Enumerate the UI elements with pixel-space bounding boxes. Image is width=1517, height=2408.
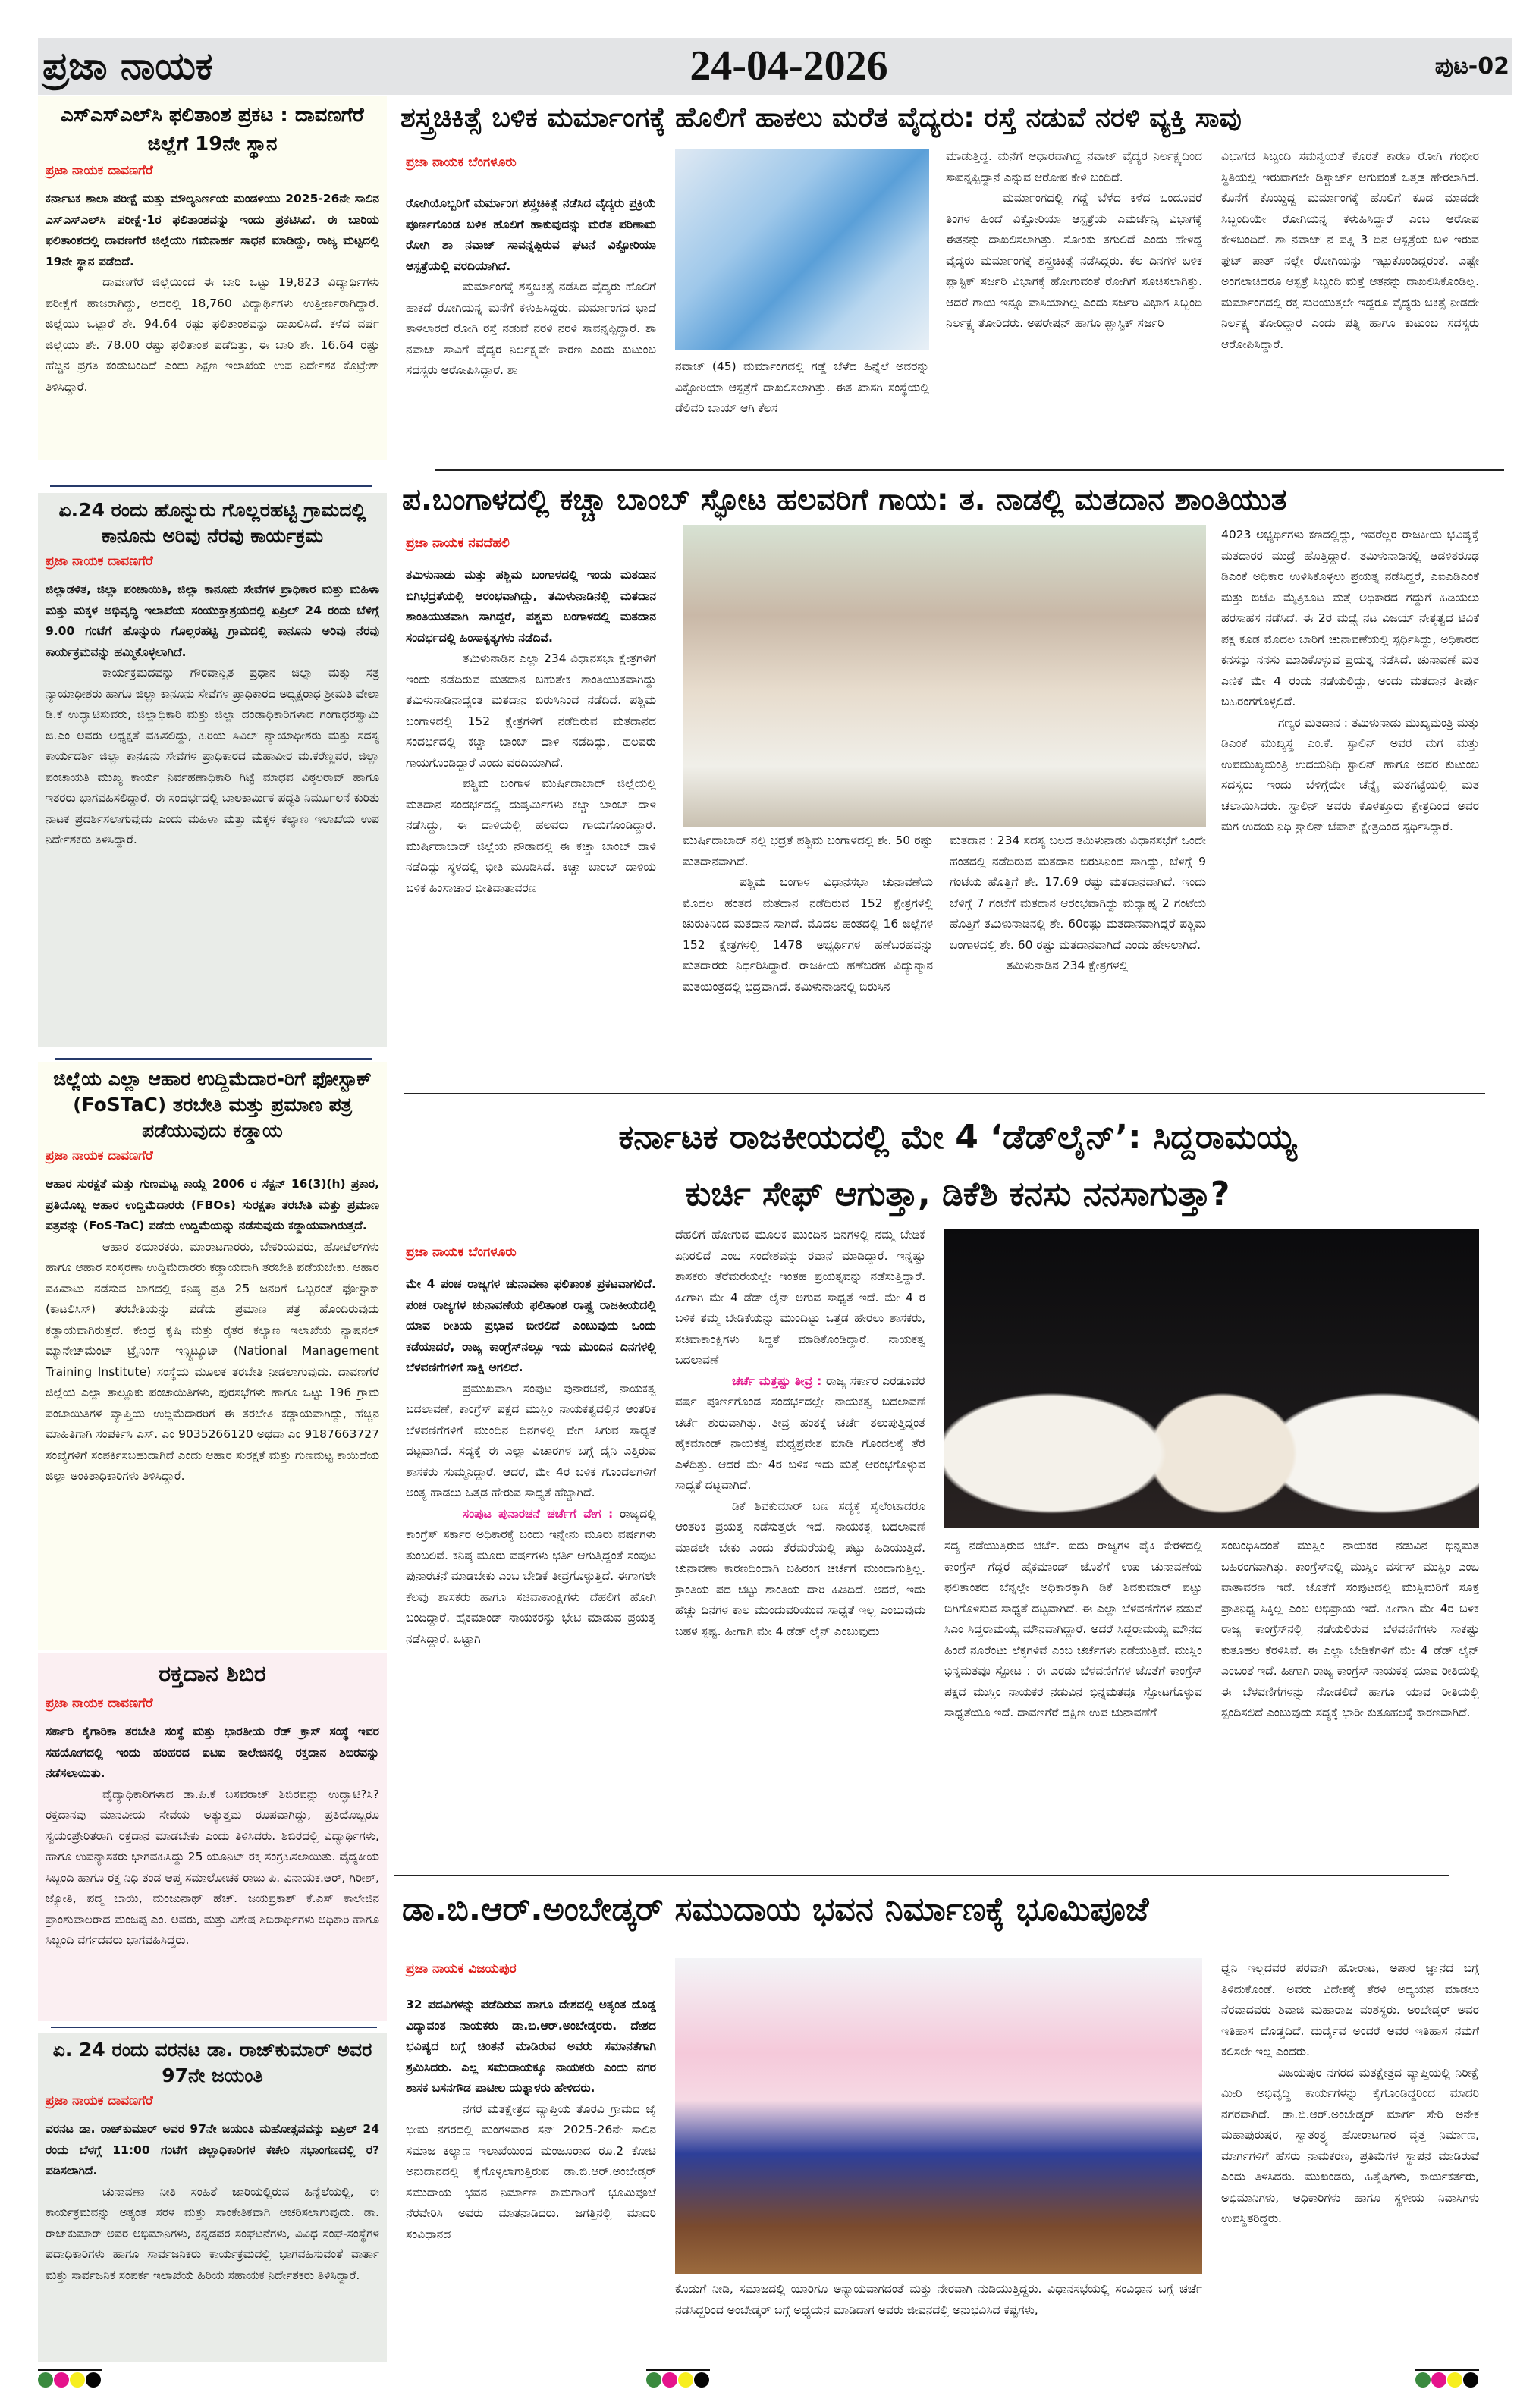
article-column	[1221, 146, 1479, 457]
headline: ಶಸ್ತ್ರಚಿಕಿತ್ಸೆ ಬಳಿಕ ಮರ್ಮಾಂಗಕ್ಕೆ ಹೊಲಿಗೆ ಹಾಕಲು ಮರೆತ ವೈದ್ಯರು: ರಸ್ತೆ ನಡುವೆ ನರಳಿ ವ್ಯಕ್ತಿ ಸಾವು	[400, 102, 1242, 133]
registration-mark-right	[1415, 2372, 1479, 2388]
black-dot	[694, 2372, 709, 2388]
headline-line-2: ಕುರ್ಚಿ ಸೇಫ್ ಆಗುತ್ತಾ, ಡಿಕೆಶಿ ಕನಸು ನನಸಾಗುತ್ತಾ?	[685, 1175, 1230, 1213]
bhoomi-pooja-event-photo	[675, 1958, 1202, 2274]
sidebar-article-rajkumar-jayanti	[38, 2033, 387, 2362]
article-body	[46, 1174, 379, 1487]
article-column	[675, 1225, 925, 1942]
green-dot	[38, 2372, 53, 2388]
headline: ಏ.24 ರಂದು ಹೊನ್ನುರು ಗೊಲ್ಲರಹಟ್ಟಿ ಗ್ರಾಮದಲ್ಲಿ ಕಾನೂನು ಅರಿವು ನೆರವು ಕಾರ್ಯಕ್ರಮ	[58, 499, 366, 547]
headline-line-1: ಕರ್ನಾಟಕ ರಾಜಕೀಯದಲ್ಲಿ ಮೇ 4 ‘ಡೆಡ್‌ಲೈನ್’: ಸಿದ್ದರಾಮಯ್ಯ	[618, 1118, 1297, 1157]
registration-bar	[38, 2369, 102, 2371]
paragraph-text: ರಾಜ್ಯದಲ್ಲಿ ಕಾಂಗ್ರೆಸ್ ಸರ್ಕಾರ ಅಧಿಕಾರಕ್ಕೆ ಬಂದು ಇನ್ನೇನು ಮೂರು ವರ್ಷಗಳು ತುಂಬಲಿವೆ. ಕನಿಷ್ಠ ಮೂರು ವರ್ಷಗಳು ಭರ್ತಿ ಆಗುತ್ತಿದ್ದಂತೆ ಸಂಪುಟ ಪುನಾರಚನೆ ಮಾಡಬೇಕು ಎಂಬ ಬೇಡಿಕೆ ತೀವ್ರಗೊಳ್ಳುತ್ತಿದೆ. ಈಗಾಗಲೇ ಕೆಲವು ಶಾಸಕರು ಹಾಗೂ ಸಚಿವಾಕಾಂಕ್ಷಿಗಳು ದೆಹಲಿಗೆ ಹೋಗಿ ಬಂದಿದ್ದಾರೆ. ಹೈಕಮಾಂಡ್ ನಾಯಕರನ್ನು ಭೇಟಿ ಮಾಡುವ ಪ್ರಯತ್ನ ನಡೆಸಿದ್ದಾರೆ. ಒಟ್ಟಾಗಿ	[406, 1506, 656, 1646]
headline: ಡಾ.ಬಿ.ಆರ್.ಅಂಬೇಡ್ಕರ್ ಸಮುದಾಯ ಭವನ ನಿರ್ಮಾಣಕ್ಕೆ ಭೂಮಿಪೂಜೆ	[402, 1891, 1149, 1929]
subhead: ಸಂಪುಟ ಪುನಾರಚನೆ ಚರ್ಚೆಗೆ ವೇಗ :	[463, 1506, 614, 1521]
newspaper-title: ಪ್ರಜಾ ನಾಯಕ	[42, 44, 213, 88]
article-body	[46, 579, 379, 851]
body-paragraph: ಚುನಾವಣಾ ನೀತಿ ಸಂಹಿತೆ ಜಾರಿಯಲ್ಲಿರುವ ಹಿನ್ನೆಲೆಯಲ್ಲಿ, ಈ ಕಾರ್ಯಕ್ರಮವನ್ನು ಅತ್ಯಂತ ಸರಳ ಮತ್ತು ಸಾಂಕೇತಿಕವಾಗಿ ಆಚರಿಸಲಾಗುವುದು. ಡಾ. ರಾಜ್‌ಕುಮಾರ್ ಅವರ ಅಭಿಮಾನಿಗಳು, ಕನ್ನಡಪರ ಸಂಘಟನೆಗಳು, ವಿವಿಧ ಸಂಘ-ಸಂಸ್ಥೆಗಳ ಪದಾಧಿಕಾರಿಗಳು ಹಾಗೂ ಸಾರ್ವಜನಿಕರು ಕಾರ್ಯಕ್ರಮದಲ್ಲಿ ಭಾಗವಹಿಸುವಂತೆ ವಾರ್ತಾ ಮತ್ತು ಸಾರ್ವಜನಿಕ ಸಂಪರ್ಕ ಇಲಾಖೆಯ ಹಿರಿಯ ಸಹಾಯಕ ನಿರ್ದೇಶಕರು ತಿಳಿಸಿದ್ದಾರೆ.	[46, 2184, 379, 2282]
paragraph: ಮೇ 4 ಪಂಚ ರಾಜ್ಯಗಳ ಚುನಾವಣಾ ಫಲಿತಾಂಶ ಪ್ರಕಟವಾಗಲಿದೆ. ಪಂಚ ರಾಜ್ಯಗಳ ಚುನಾವಣೆಯ ಫಲಿತಾಂಶ ರಾಷ್ಟ್ರ ರಾಜಕೀಯದಲ್ಲಿ ಯಾವ ರೀತಿಯ ಪ್ರಭಾವ ಬೀರಲಿದೆ ಎಂಬುವುದು ಒಂದು ಕಡೆಯಾದರೆ, ರಾಜ್ಯ ಕಾಂಗ್ರೆಸ್‌ನಲ್ಲೂ ಇದು ಮುಂದಿನ ದಿನಗಳಲ್ಲಿ ಬೆಳವಣಿಗೆಗಳಿಗೆ ಸಾಕ್ಷಿ ಅಗಲಿದೆ.	[406, 1277, 656, 1374]
paragraph: ಡಿಕೆ ಶಿವಕುಮಾರ್ ಬಣ ಸದ್ಯಕ್ಕೆ ಸೈಲೆಂಟಾದರೂ ಆಂತರಿಕ ಪ್ರಯತ್ನ ನಡೆಸುತ್ತಲೇ ಇದೆ. ನಾಯಕತ್ವ ಬದಲಾವಣೆ ಮಾಡಲೇ ಬೇಕು ಎಂದು ತೆರೆಮರೆಯಲ್ಲಿ ಪಟ್ಟು ಹಿಡಿಯುತ್ತಿದೆ. ಚುನಾವಣಾ ಕಾರಣದಿಂದಾಗಿ ಬಹಿರಂಗ ಚರ್ಚೆಗೆ ಮುಂದಾಗುತ್ತಿಲ್ಲ. ಕ್ರಾಂತಿಯ ಪದ ಚಟ್ಟು ಶಾಂತಿಯ ದಾರಿ ಹಿಡಿದಿದೆ. ಅದರೆ, ಇದು ಹೆಚ್ಚು ದಿನಗಳ ಕಾಲ ಮುಂದುವರಿಯುವ ಸಾಧ್ಯತೆ ಇಲ್ಲ ಎಂಬುವುದು ಬಹಳ ಸ್ಪಷ್ಟ. ಹೀಗಾಗಿ ಮೇ 4 ಡೆಡ್ ಲೈನ್ ಎಂಬುವುದು	[675, 1499, 925, 1638]
paragraph-text: ರಾಜ್ಯ ಸರ್ಕಾರ ಎರಡೂವರೆ ವರ್ಷ ಪೂರ್ಣಗೊಂಡ ಸಂದರ್ಭದಲ್ಲೇ ನಾಯಕತ್ವ ಬದಲಾವಣೆ ಚರ್ಚೆ ಶುರುವಾಗಿತ್ತು. ತೀವ್ರ ಹಂತಕ್ಕೆ ಚರ್ಚೆ ತಲುಪುತ್ತಿದ್ದಂತೆ ಹೈಕಮಾಂಡ್ ನಾಯಕತ್ವ ಮಧ್ಯಪ್ರವೇಶ ಮಾಡಿ ಗೊಂದಲಕ್ಕೆ ತೆರೆ ಎಳೆದಿತ್ತು. ಆದರೆ ಮೇ 4ರ ಬಳಿಕ ಇದು ಮತ್ತೆ ಆರಂಭಗೊಳ್ಳುವ ಸಾಧ್ಯತೆ ದಟ್ಟವಾಗಿದೆ.	[675, 1374, 925, 1492]
article-column	[406, 565, 656, 1119]
magenta-dot	[662, 2372, 677, 2388]
article-column	[683, 830, 933, 1088]
paragraph: ತಮಿಳುನಾಡಿನ ಎಲ್ಲಾ 234 ವಿಧಾನಸಭಾ ಕ್ಷೇತ್ರಗಳಿಗೆ ಇಂದು ನಡೆದಿರುವ ಮತದಾನ ಬಹುತೇಕ ಶಾಂತಿಯುತವಾಗಿದ್ದು ತಮಿಳುನಾಡಿನಾದ್ಯಂತ ಮತದಾನ ಬಿರುಸಿನಿಂದ ನಡೆದಿದೆ. ಪಶ್ಚಿಮ ಬಂಗಾಳದಲ್ಲಿ 152 ಕ್ಷೇತ್ರಗಳಿಗೆ ನಡೆದಿರುವ ಮತದಾನದ ಸಂದರ್ಭದಲ್ಲಿ ಕಚ್ಚಾ ಬಾಂಬ್ ದಾಳಿ ನಡೆದಿದ್ದು, ಹಲವರು ಗಾಯಗೊಂಡಿದ್ದಾರೆ ಎಂದು ವರದಿಯಾಗಿದೆ.	[406, 651, 656, 770]
black-dot	[1463, 2372, 1478, 2388]
voters-queue-photo	[683, 525, 1206, 827]
article-column	[406, 1274, 656, 1942]
paragraph: ನಗರ ಮತಕ್ಷೇತ್ರದ ವ್ಯಾಪ್ತಿಯ ತೊರವಿ ಗ್ರಾಮದ ಜೈ ಭೀಮ ನಗರದಲ್ಲಿ ಮಂಗಳವಾರ ಸನ್ 2025-26ನೇ ಸಾಲಿನ ಸಮಾಜ ಕಲ್ಯಾಣ ಇಲಾಖೆಯಿಂದ ಮಂಜೂರಾದ ರೂ.2 ಕೋಟಿ ಅನುದಾನದಲ್ಲಿ ಕೈಗೊಳ್ಳಲಾಗುತ್ತಿರುವ ಡಾ.ಬಿ.ಆರ್.ಅಂಬೇಡ್ಕರ್ ಸಮುದಾಯ ಭವನ ನಿರ್ಮಾಣ ಕಾಮಗಾರಿಗೆ ಭೂಮಿಪೂಜೆ ನೆರವೇರಿಸಿ ಅವರು ಮಾತನಾಡಿದರು. ಜಗತ್ತಿನಲ್ಲಿ ಮಾದರಿ ಸಂವಿಧಾನದ	[406, 2102, 656, 2241]
byline: ಪ್ರಜಾ ನಾಯಕ ದಾವಣಗೆರೆ	[46, 554, 153, 569]
article-column	[675, 356, 929, 455]
paragraph: ಪ್ರಮುಖವಾಗಿ ಸಂಪುಟ ಪುನಾರಚನೆ, ನಾಯಕತ್ವ ಬದಲಾವಣೆ, ಕಾಂಗ್ರೆಸ್ ಪಕ್ಷದ ಮುಸ್ಲಿಂ ನಾಯಕತ್ವದಲ್ಲಿನ ಆಂತರಿಕ ಬೆಳವಣಿಗೆಗಳಿಗೆ ಮುಂದಿನ ದಿನಗಳಲ್ಲಿ ವೇಗ ಸಿಗುವ ಸಾಧ್ಯತೆ ದಟ್ಟವಾಗಿದೆ. ಸದ್ಯಕ್ಕೆ ಈ ಎಲ್ಲಾ ವಿಚಾರಗಳ ಬಗ್ಗೆ ದೈನಿ ಎತ್ತಿರುವ ಶಾಸಕರು ಸುಮ್ಮನಿದ್ದಾರೆ. ಆದರೆ, ಮೇ 4ರ ಬಳಿಕ ಗೊಂದಲಗಳಿಗೆ ಅಂತ್ಯ ಹಾಡಲು ಒತ್ತಡ ಹೇರುವ ಸಾಧ್ಯತೆ ಹೆಚ್ಚಾಗಿದೆ.	[406, 1381, 656, 1499]
paragraph: ನವಾಜ್ (45) ಮರ್ಮಾಂಗದಲ್ಲಿ ಗಡ್ಡೆ ಬೆಳೆದ ಹಿನ್ನೆಲೆ ಅವರನ್ನು ವಿಕ್ಟೋರಿಯಾ ಆಸ್ಪತ್ರೆಗೆ ದಾಖಲಿಸಲಾಗಿತ್ತು. ಈತ ಖಾಸಗಿ ಸಂಸ್ಥೆಯಲ್ಲಿ ಡೆಲಿವರಿ ಬಾಯ್ ಆಗಿ ಕೆಲಸ	[675, 359, 929, 415]
registration-mark-center	[646, 2372, 710, 2388]
paragraph: ಧ್ವನಿ ಇಲ್ಲದವರ ಪರವಾಗಿ ಹೋರಾಟ, ಅಪಾರ ಜ್ಞಾನದ ಬಗ್ಗೆ ತಿಳಿದುಕೊಂಡೆ. ಅವರು ವಿದೇಶಕ್ಕೆ ತೆರಳಿ ಅಧ್ಯಯನ ಮಾಡಲು ನೆರವಾದವರು ಶಿವಾಜಿ ಮಹಾರಾಜ ವಂಶಸ್ಥರು. ಅಂಬೇಡ್ಕರ್ ಅವರ ಇತಿಹಾಸ ದೊಡ್ಡದಿದೆ. ದುರ್ದೈವ ಅಂದರೆ ಅವರ ಇತಿಹಾಸ ನಮಗೆ ಕಲಿಸಲೇ ಇಲ್ಲ ಎಂದರು.	[1221, 1961, 1479, 2058]
paragraph	[675, 1371, 925, 1496]
byline: ಪ್ರಜಾ ನಾಯಕ ನವದೆಹಲಿ	[406, 535, 510, 551]
byline: ಪ್ರಜಾ ನಾಯಕ ದಾವಣಗೆರೆ	[46, 163, 153, 178]
paragraph	[406, 1504, 656, 1650]
headline: ರಕ್ತದಾನ ಶಿಬಿರ	[159, 1661, 266, 1687]
paragraph: ತಮಿಳುನಾಡಿನ 234 ಕ್ಷೇತ್ರಗಳಲ್ಲಿ	[1007, 959, 1129, 972]
paragraph: ಸಂಬಂಧಿಸಿದಂತೆ ಮುಸ್ಲಿಂ ನಾಯಕರ ನಡುವಿನ ಭಿನ್ನಮತ ಬಹಿರಂಗವಾಗಿತ್ತು. ಕಾಂಗ್ರೆಸ್‌ನಲ್ಲಿ ಮುಸ್ಲಿಂ ವರ್ಸಸ್ ಮುಸ್ಲಿಂ ಎಂಬ ವಾತಾವರಣ ಇದೆ. ಜೊತೆಗೆ ಸಂಪುಟದಲ್ಲಿ ಮುಸ್ಲಿಮರಿಗೆ ಸೂಕ್ತ ಪ್ರಾತಿನಿಧ್ಯ ಸಿಕ್ಕಿಲ್ಲ ಎಂಬ ಅಭಿಪ್ರಾಯ ಇದೆ. ಹೀಗಾಗಿ ಮೇ 4ರ ಬಳಿಕ ರಾಜ್ಯ ಕಾಂಗ್ರೆಸ್‌ನಲ್ಲಿ ನಡೆಯಲಿರುವ ಬೆಳವಣಿಗೆಗಳು ಸಾಕಷ್ಟು ಕುತೂಹಲ ಕೆರಳಿಸಿವೆ. ಈ ಎಲ್ಲಾ ಬೇಡಿಕೆಗಳಿಗೆ ಮೇ 4 ಡೆಡ್ ಲೈನ್ ಎಂಬಂತೆ ಇದೆ. ಹೀಗಾಗಿ ರಾಜ್ಯ ಕಾಂಗ್ರೆಸ್ ನಾಯಕತ್ವ ಯಾವ ರೀತಿಯಲ್ಲಿ ಈ ಬೆಳವಣಿಗೆಗಳನ್ನು ನೋಡಲಿದೆ ಹಾಗೂ ಯಾವ ರೀತಿಯಲ್ಲಿ ಸ್ಪಂದಿಸಲಿದೆ ಎಂಬುವುದು ಸದ್ಯಕ್ಕೆ ಭಾರೀ ಕುತೂಹಲಕ್ಕೆ ಕಾರಣವಾಗಿದೆ.	[1221, 1539, 1479, 1719]
byline: ಪ್ರಜಾ ನಾಯಕ ವಿಜಯಪುರ	[406, 1961, 517, 1976]
paragraph: ಪಶ್ಚಿಮ ಬಂಗಾಳ ಮುರ್ಷಿದಾಬಾದ್ ಜಿಲ್ಲೆಯಲ್ಲಿ ಮತದಾನ ಸಂದರ್ಭದಲ್ಲಿ ದುಷ್ಕರ್ಮಿಗಳು ಕಚ್ಚಾ ಬಾಂಬ್ ದಾಳಿ ನಡೆಸಿದ್ದು, ಈ ದಾಳಿಯಲ್ಲಿ ಹಲವರು ಗಾಯಗೊಂಡಿದ್ದಾರೆ. ಮುರ್ಷಿದಾಬಾದ್ ಜಿಲ್ಲೆಯ ನೌಡಾದಲ್ಲಿ ಈ ಕಚ್ಚಾ ಬಾಂಬ್ ದಾಳಿ ನಡೆದಿದ್ದು ಸ್ಥಳದಲ್ಲಿ ಭೀತಿ ಮೂಡಿಸಿದೆ. ಕಚ್ಚಾ ಬಾಂಬ್ ದಾಳಿಯ ಬಳಿಕ ಹಿಂಸಾಚಾರ ಭೀತಿವಾತಾವರಣ	[406, 777, 656, 895]
registration-bar	[646, 2369, 710, 2371]
article-body	[46, 2119, 379, 2286]
byline: ಪ್ರಜಾ ನಾಯಕ ಬೆಂಗಳೂರು	[406, 155, 517, 170]
headline: ಜಿಲ್ಲೆಯ ಎಲ್ಲಾ ಆಹಾರ ಉದ್ದಿಮೆದಾರ-ರಿಗೆ ಫೋಸ್ಟಾಕ್ (FoSTaC) ತರಬೇತಿ ಮತ್ತು ಪ್ರಮಾಣ ಪತ್ರ ಪಡೆಯುವುದು ಕಡ್ಡಾಯ	[53, 1068, 372, 1141]
paragraph: ಮತದಾನ : 234 ಸದಸ್ಯ ಬಲದ ತಮಿಳುನಾಡು ವಿಧಾನಸಭೆಗೆ ಒಂದೇ ಹಂತದಲ್ಲಿ ನಡೆದಿರುವ ಮತದಾನ ಬಿರುಸಿನಿಂದ ಸಾಗಿದ್ದು, ಬೆಳಿಗ್ಗೆ 9 ಗಂಟೆಯ ಹೊತ್ತಿಗೆ ಶೇ. 17.69 ರಷ್ಟು ಮತದಾನವಾಗಿದೆ. ಇಂದು ಬೆಳಿಗ್ಗೆ 7 ಗಂಟೆಗೆ ಮತದಾನ ಆರಂಭವಾಗಿದ್ದು ಮಧ್ಯಾಹ್ನ 2 ಗಂಟೆಯ ಹೊತ್ತಿಗೆ ತಮಿಳುನಾಡಿನಲ್ಲಿ ಶೇ. 60ರಷ್ಟು ಮತದಾನವಾಗಿದ್ದರೆ ಪಶ್ಚಿಮ ಬಂಗಾಳದಲ್ಲಿ ಶೇ. 60 ರಷ್ಟು ಮತದಾನವಾಗಿದೆ ಎಂದು ಹೇಳಲಾಗಿದೆ.	[950, 834, 1206, 952]
article-column	[406, 1995, 656, 2359]
byline: ಪ್ರಜಾ ನಾಯಕ ದಾವಣಗೆರೆ	[46, 1696, 153, 1711]
article-column	[950, 830, 1206, 1088]
paragraph: ಮರ್ಮಾಂಗದಲ್ಲಿ ಗಡ್ಡೆ ಬೆಳೆದ ಕಳೆದ ಒಂದೂವರೆ ತಿಂಗಳ ಹಿಂದೆ ವಿಕ್ಟೋರಿಯಾ ಆಸ್ಪತ್ರೆಯ ಎಮರ್ಜೆನ್ಸಿ ವಿಭಾಗಕ್ಕೆ ಈತನನ್ನು ದಾಖಲಿಸಲಾಗಿತ್ತು. ಸೋಂಕು ತಗುಲಿದೆ ಎಂದು ಹೇಳಿದ್ದ ವೈದ್ಯರು ಮರ್ಮಾಂಗಕ್ಕೆ ಶಸ್ತ್ರಚಿಕಿತ್ಸೆ ನಡೆಸಿದ್ದರು. ಕೆಲ ದಿನಗಳ ಬಳಿಕ ಪ್ಲಾಸ್ಟಿಕ್ ಸರ್ಜರಿ ವಿಭಾಗಕ್ಕೆ ಹೋಗುವಂತೆ ರೋಗಿಗೆ ಸೂಚಿಸಲಾಗಿತ್ತು. ಆದರೆ ಗಾಯ ಇನ್ನೂ ವಾಸಿಯಾಗಿಲ್ಲ ಎಂದು ಸರ್ಜರಿ ವಿಭಾಗ ಸಿಬ್ಬಂದಿ ನಿರ್ಲಕ್ಷ್ಯ ತೋರಿದರು. ಅಪರೇಷನ್ ಹಾಗೂ ಪ್ಲಾಸ್ಟಿಕ್ ಸರ್ಜರಿ	[946, 191, 1202, 330]
article-column	[1221, 1958, 1479, 2360]
registration-mark-left	[38, 2372, 102, 2388]
headline: ಏ. 24 ರಂದು ವರನಟ ಡಾ. ರಾಜ್‌ಕುಮಾರ್ ಅವರ 97ನೇ ಜಯಂತಿ	[52, 2039, 372, 2086]
body-paragraph: ವೈದ್ಯಾಧಿಕಾರಿಗಳಾದ ಡಾ.ಪಿ.ಕೆ ಬಸವರಾಜ್ ಶಿಬಿರವನ್ನು ಉದ್ಘಾಟಿ?ಸಿ? ರಕ್ತದಾನವು ಮಾನವೀಯ ಸೇವೆಯ ಅತ್ಯುತ್ತಮ ರೂಪವಾಗಿದ್ದು, ಪ್ರತಿಯೊಬ್ಬರೂ ಸ್ವಯಂಪ್ರೇರಿತರಾಗಿ ರಕ್ತದಾನ ಮಾಡಬೇಕು ಎಂದು ತಿಳಿಸಿದರು. ಶಿಬಿರದಲ್ಲಿ ವಿದ್ಯಾರ್ಥಿಗಳು, ಹಾಗೂ ಉಪನ್ಯಾಸಕರು ಭಾಗವಹಿಸಿದ್ದು 25 ಯೂನಿಟ್ ರಕ್ತ ಸಂಗ್ರಹಿಸಲಾಯಿತು. ವೈದ್ಯಕೀಯ ಸಿಬ್ಬಂದಿ ಹಾಗೂ ರಕ್ತ ನಿಧಿ ತಂಡ ಆಪ್ತ ಸಮಾಲೋಚಕ ರಾಜು ಪಿ. ವಿನಾಯಕ.ಆರ್, ಗಿರೀಶ್, ಜ್ಯೋತಿ, ಪದ್ಮ ಬಾಯಿ, ಮಂಜುನಾಥ್ ಹೆಚ್. ಜಯಪ್ರಕಾಶ್ ಕೆ.ಎಸ್ ಕಾಲೇಜಿನ ಪ್ರಾಂಶುಪಾಲರಾದ ಮಂಜಪ್ಪ ಎಂ. ಅವರು, ಮತ್ತು ವಿಶೇಷ ಶಿಬಿರಾರ್ಥಿಗಳು ಅಧಿಕಾರಿ ಹಾಗೂ ಸಿಬ್ಬಂದಿ ವರ್ಗದವರು ಭಾಗವಹಿಸಿದ್ದರು.	[46, 1787, 379, 1947]
paragraph: ತಮಿಳುನಾಡು ಮತ್ತು ಪಶ್ಚಿಮ ಬಂಗಾಳದಲ್ಲಿ ಇಂದು ಮತದಾನ ಬಿಗಿಭದ್ರತೆಯಲ್ಲಿ ಆರಂಭವಾಗಿದ್ದು, ತಮಿಳುನಾಡಿನಲ್ಲಿ ಮತದಾನ ಶಾಂತಿಯುತವಾಗಿ ಸಾಗಿದ್ದರೆ, ಪಶ್ಚಮ ಬಂಗಾಳದಲ್ಲಿ ಮತದಾನ ಸಂದರ್ಭದಲ್ಲಿ ಹಿಂಸಾಕೃತ್ಯಗಳು ನಡೆದಿವೆ.	[406, 568, 656, 645]
paragraph: ದೆಹಲಿಗೆ ಹೋಗುವ ಮೂಲಕ ಮುಂದಿನ ದಿನಗಳಲ್ಲಿ ನಮ್ಮ ಬೇಡಿಕೆ ಏನಿರಲಿದೆ ಎಂಬ ಸಂದೇಶವನ್ನು ರವಾನೆ ಮಾಡಿದ್ದಾರೆ. ಇನ್ನಷ್ಟು ಶಾಸಕರು ತೆರೆಮರೆಯಲ್ಲೇ ಇಂತಹ ಪ್ರಯತ್ನವನ್ನು ನಡೆಸುತ್ತಿದ್ದಾರೆ. ಹೀಗಾಗಿ ಮೇ 4 ಡೆಡ್ ಲೈನ್ ಅಗುವ ಸಾಧ್ಯತೆ ಇದೆ. ಮೇ 4 ರ ಬಳಿಕ ತಮ್ಮ ಬೇಡಿಕೆಯನ್ನು ಮುಂದಿಟ್ಟು ಒತ್ತಡ ಹೇರಲು ಶಾಸಕರು, ಸಚಿವಾಕಾಂಕ್ಷಿಗಳು ಸಿದ್ಧತೆ ಮಾಡಿಕೊಂಡಿದ್ದಾರೆ. ನಾಯಕತ್ವ ಬದಲಾವಣೆ	[675, 1228, 925, 1367]
article-body	[46, 189, 379, 397]
paragraph: ರೋಗಿಯೊಬ್ಬರಿಗೆ ಮರ್ಮಾಂಗ ಶಸ್ತ್ರಚಿಕಿತ್ಸೆ ನಡೆಸಿದ ವೈದ್ಯರು ಪ್ರಕ್ರಿಯೆ ಪೂರ್ಣಗೊಂಡ ಬಳಿಕ ಹೊಲಿಗೆ ಹಾಕುವುದನ್ನು ಮರೆತ ಪರಿಣಾಮ ರೋಗಿ ಶಾ ನವಾಜ್ ಸಾವನ್ನಪ್ಪಿರುವ ಘಟನೆ ವಿಕ್ಟೋರಿಯಾ ಆಸ್ಪತ್ರೆಯಲ್ಲಿ ವರದಿಯಾಗಿದೆ.	[406, 196, 656, 273]
article-column	[406, 193, 656, 455]
paragraph: ಮಾಡುತ್ತಿದ್ದ. ಮನೆಗೆ ಆಧಾರವಾಗಿದ್ದ ನವಾಜ್ ವೈದ್ಯರ ನಿರ್ಲಕ್ಷ್ಯದಿಂದ ಸಾವನ್ನಪ್ಪಿದ್ದಾನೆ ಎನ್ನುವ ಆರೋಪ ಕೇಳಿ ಬಂದಿದೆ.	[946, 149, 1202, 184]
green-dot	[646, 2372, 661, 2388]
lead-paragraph: ಸರ್ಕಾರಿ ಕೈಗಾರಿಕಾ ತರಬೇತಿ ಸಂಸ್ಥೆ ಮತ್ತು ಭಾರತೀಯ ರೆಡ್ ಕ್ರಾಸ್ ಸಂಸ್ಥೆ ಇವರ ಸಹಯೋಗದಲ್ಲಿ ಇಂದು ಹರಿಹರದ ಐಟಿಐ ಕಾಲೇಜಿನಲ್ಲಿ ರಕ್ತದಾನ ಶಿಬಿರವನ್ನು ನಡೆಸಲಾಯಿತು.	[46, 1725, 379, 1780]
divider	[51, 2027, 377, 2028]
divider	[50, 485, 372, 487]
green-dot	[1415, 2372, 1431, 2388]
byline: ಪ್ರಜಾ ನಾಯಕ ಬೆಂಗಳೂರು	[406, 1245, 517, 1260]
paragraph: ಮುರ್ಷಿದಾಬಾದ್ ನಲ್ಲಿ ಭದ್ರತೆ ಪಶ್ಚಿಮ ಬಂಗಾಳದಲ್ಲಿ ಶೇ. 50 ರಷ್ಟು ಮತದಾನವಾಗಿದೆ.	[683, 834, 933, 868]
leaders-photo	[944, 1229, 1479, 1528]
sidebar-article-fostac	[38, 1062, 387, 1650]
yellow-dot	[678, 2372, 693, 2388]
paragraph: ವಿಭಾಗದ ಸಿಬ್ಬಂದಿ ಸಮನ್ವಯತೆ ಕೊರತೆ ಕಾರಣ ರೋಗಿ ಗಂಭೀರ ಸ್ಥಿತಿಯಲ್ಲಿ ಇರುವಾಗಲೇ ಡಿಸ್ಚಾರ್ಜ್ ಆಗುವಂತೆ ಒತ್ತಡ ಹೇರಲಾಗಿದೆ. ಕೊನೆಗೆ ಕೊಯ್ದಿದ್ದ ಮರ್ಮಾಂಗಕ್ಕೆ ಹೊಲಿಗೆ ಕೂಡ ಮಾಡದೇ ಸಿಬ್ಬಂದಿಯೇ ರೋಗಿಯನ್ನ ಕಳುಹಿಸಿದ್ದಾರೆ ಎಂಬ ಆರೋಪ ಕೇಳಿಬಂದಿದೆ. ಶಾ ನವಾಜ್ ನ ಪತ್ನಿ 3 ದಿನ ಆಸ್ಪತ್ರೆಯ ಬಳಿ ಇರುವ ಫುಟ್ ಪಾತ್ ನಲ್ಲೇ ರೋಗಿಯನ್ನು ಇಟ್ಟುಕೊಂಡಿದ್ದರಂತೆ. ಎಷ್ಟೇ ಅಂಗಲಾಚಿದರೂ ಆಸ್ಪತ್ರೆ ಸಿಬ್ಬಂದಿ ಮತ್ತೆ ಆತನನ್ನು ದಾಖಲಿಸಿಕೊಂಡಿಲ್ಲ. ಮರ್ಮಾಂಗದಲ್ಲಿ ರಕ್ತ ಸುರಿಯುತ್ತಲೇ ಇದ್ದರೂ ವೈದ್ಯರು ಚಿಕಿತ್ಸೆ ನೀಡದೇ ನಿರ್ಲಕ್ಷ್ಯ ತೋರಿದ್ದಾರೆ ಎಂದು ಪತ್ನಿ ಹಾಗೂ ಕುಟುಂಬ ಸದಸ್ಯರು ಆರೋಪಿಸಿದ್ದಾರೆ.	[1221, 149, 1479, 351]
subhead: ಚರ್ಚೆ ಮತ್ತಷ್ಟು ತೀವ್ರ :	[732, 1374, 822, 1388]
paragraph: 32 ಪದವಿಗಳನ್ನು ಪಡೆದಿರುವ ಹಾಗೂ ದೇಶದಲ್ಲಿ ಅತ್ಯಂತ ದೊಡ್ಡ ವಿದ್ಯಾವಂತ ನಾಯಕರು ಡಾ.ಬಿ.ಆರ್.ಅಂಬೇಡ್ಕರರು. ದೇಶದ ಭವಿಷ್ಯದ ಬಗ್ಗೆ ಚಿಂತನೆ ಮಾಡಿರುವ ಅವರು ಸಮಾನತೆಗಾಗಿ ಶ್ರಮಿಸಿದರು. ಎಲ್ಲ ಸಮುದಾಯಕ್ಕೂ ನಾಯಕರು ಎಂದು ನಗರ ಶಾಸಕ ಬಸನಗೌಡ ಪಾಟೀಲ ಯತ್ನಾಳರು ಹೇಳಿದರು.	[406, 1998, 656, 2095]
divider	[394, 1875, 1449, 1876]
article-body	[46, 1722, 379, 1951]
paragraph: ಮರ್ಮಾಂಗಕ್ಕೆ ಶಸ್ತ್ರಚಿಕಿತ್ಸೆ ನಡೆಸಿದ ವೈದ್ಯರು ಹೊಲಿಗೆ ಹಾಕದೆ ರೋಗಿಯನ್ನ ಮನೆಗೆ ಕಳುಹಿಸಿದ್ದರು. ಮರ್ಮಾಂಗದ ಭಾದೆ ತಾಳಲಾರದೆ ರೋಗಿ ರಸ್ತೆ ನಡುವೆ ನರಳಿ ನರಳಿ ಸಾವನ್ನಪ್ಪಿದ್ದಾರೆ. ಶಾ ನವಾಜ್ ಸಾವಿಗೆ ವೈದ್ಯರ ನಿರ್ಲಕ್ಷ್ಯವೇ ಕಾರಣ ಎಂದು ಕುಟುಂಬ ಸದಸ್ಯರು ಆರೋಪಿಸಿದ್ದಾರೆ. ಶಾ	[406, 280, 656, 377]
body-paragraph: ದಾವಣಗೆರೆ ಜಿಲ್ಲೆಯಿಂದ ಈ ಬಾರಿ ಒಟ್ಟು 19,823 ವಿದ್ಯಾರ್ಥಿಗಳು ಪರೀಕ್ಷೆಗೆ ಹಾಜರಾಗಿದ್ದು, ಅದರಲ್ಲಿ 18,760 ವಿದ್ಯಾರ್ಥಿಗಳು ಉತ್ತೀರ್ಣರಾಗಿದ್ದಾರೆ. ಜಿಲ್ಲೆಯು ಒಟ್ಟಾರೆ ಶೇ. 94.64 ರಷ್ಟು ಫಲಿತಾಂಶವನ್ನು ದಾಖಲಿಸಿದೆ. ಕಳೆದ ವರ್ಷ ಜಿಲ್ಲೆಯು ಶೇ. 78.00 ರಷ್ಟು ಫಲಿತಾಂಶ ಪಡೆದಿತ್ತು, ಈ ಬಾರಿ ಶೇ. 16.64 ರಷ್ಟು ಹೆಚ್ಚಿನ ಪ್ರಗತಿ ಕಂಡುಬಂದಿದೆ ಎಂದು ಶಿಕ್ಷಣ ಇಲಾಖೆಯ ಉಪ ನಿರ್ದೇಶಕ ಕೊಟ್ರೇಶ್ ತಿಳಿಸಿದ್ದಾರೆ.	[46, 275, 379, 394]
article-column	[1221, 525, 1479, 1048]
page-number: ಪುಟ-02	[1434, 53, 1509, 80]
sidebar-article-legal-aid	[38, 493, 387, 1047]
byline: ಪ್ರಜಾ ನಾಯಕ ದಾವಣಗೆರೆ	[46, 1148, 153, 1163]
body-paragraph: ಕಾರ್ಯಕ್ರಮದವನ್ನು ಗೌರವಾನ್ವಿತ ಪ್ರಧಾನ ಜಿಲ್ಲಾ ಮತ್ತು ಸತ್ರ ನ್ಯಾಯಾಧೀಶರು ಹಾಗೂ ಜಿಲ್ಲಾ ಕಾನೂನು ಸೇವೆಗಳ ಪ್ರಾಧಿಕಾರದ ಅಧ್ಯಕ್ಷರಾಧ ಶ್ರೀಮತಿ ವೇಲಾ ಡಿ.ಕೆ ಉದ್ಘಾಟಿಸುವರು, ಜಿಲ್ಲಾಧಿಕಾರಿ ಮತ್ತು ಜಿಲ್ಲಾ ದಂಡಾಧಿಕಾರಿಗಳಾದ ಗಂಗಾಧರಸ್ವಾಮಿ ಜಿ.ಎಂ ಅವರು ಅಧ್ಯಕ್ಷತೆ ವಹಿಸಲಿದ್ದು, ಹಿರಿಯ ಸಿವಿಲ್ ನ್ಯಾಯಾಧೀಶರು ಮತ್ತು ಸದಸ್ಯ ಕಾರ್ಯದರ್ಶಿ ಜಿಲ್ಲಾ ಕಾನೂನು ಸೇವೆಗಳ ಪ್ರಾಧಿಕಾರದ ಮಹಾವೀರ ಮ.ಕರೆಣ್ಣವರ, ಜಿಲ್ಲಾ ಪಂಚಾಯತಿ ಮುಖ್ಯ ಕಾರ್ಯ ನಿರ್ವಹಣಾಧಿಕಾರಿ ಗಿಟ್ಟೆ ಮಾಧವ ವಿಠ್ಠಲರಾವ್ ಹಾಗೂ ಇತರರು ಭಾಗವಹಿಸಲಿದ್ದಾರೆ. ಈ ಸಂದರ್ಭದಲ್ಲಿ ಬಾಲಕಾರ್ಮಿಕ ಪದ್ಧತಿ ನಿರ್ಮೂಲನೆ ಕುರಿತು ನಾಟಕ ಪ್ರದರ್ಶಿಸಲಾಗುವುದು ಎಂದು ಮಹಿಳಾ ಮತ್ತು ಮಕ್ಕಳ ಕಲ್ಯಾಣ ಇಲಾಖೆಯ ಉಪ ನಿರ್ದೇಶಕರು ತಿಳಿಸಿದ್ದಾರೆ.	[46, 666, 379, 846]
divider	[404, 1093, 1485, 1094]
yellow-dot	[70, 2372, 85, 2388]
headline: ಎಸ್‌ಎಸ್‌ಎಲ್‌ಸಿ ಫಲಿತಾಂಶ ಪ್ರಕಟ : ದಾವಣಗೆರೆ ಜಿಲ್ಲೆಗೆ 19ನೇ ಸ್ಥಾನ	[61, 104, 364, 155]
sidebar-article-sslc	[38, 96, 387, 460]
issue-date: 24-04-2026	[689, 42, 888, 89]
article-column	[946, 146, 1202, 457]
yellow-dot	[1447, 2372, 1462, 2388]
lead-paragraph: ವರನಟ ಡಾ. ರಾಜ್‌ಕುಮಾರ್ ಅವರ 97ನೇ ಜಯಂತಿ ಮಹೋತ್ಸವವನ್ನು ಏಪ್ರಿಲ್ 24 ರಂದು ಬೆಳಗ್ಗೆ 11:00 ಗಂಟೆಗೆ ಜಿಲ್ಲಾಧಿಕಾರಿಗಳ ಕಚೇರಿ ಸಭಾಂಗಣದಲ್ಲಿ ರ?ಪಡಿಸಲಾಗಿದೆ.	[46, 2122, 379, 2177]
lead-paragraph: ಕರ್ನಾಟಕ ಶಾಲಾ ಪರೀಕ್ಷೆ ಮತ್ತು ಮೌಲ್ಯನಿರ್ಣಯ ಮಂಡಳಿಯು 2025-26ನೇ ಸಾಲಿನ ಎಸ್‌ಎಸ್‌ಎಲ್‌ಸಿ ಪರೀಕ್ಷೆ-1ರ ಫಲಿತಾಂಶವನ್ನು ಇಂದು ಪ್ರಕಟಿಸಿದೆ. ಈ ಬಾರಿಯ ಫಲಿತಾಂಶದಲ್ಲಿ ದಾವಣಗೆರೆ ಜಿಲ್ಲೆಯು ಗಮನಾರ್ಹ ಸಾಧನೆ ಮಾಡಿದ್ದು, ರಾಜ್ಯ ಮಟ್ಟದಲ್ಲಿ 19ನೇ ಸ್ಥಾನ ಪಡೆದಿದೆ.	[46, 192, 379, 268]
divider	[55, 1058, 372, 1060]
divider	[435, 469, 1504, 471]
paragraph: ಕೊಡುಗೆ ನೀಡಿ, ಸಮಾಜದಲ್ಲಿ ಯಾರಿಗೂ ಅನ್ಯಾಯವಾಗದಂತೆ ಮತ್ತು ನೇರವಾಗಿ ನುಡಿಯುತ್ತಿದ್ದರು. ವಿಧಾನಸಭೆಯಲ್ಲಿ ಸಂವಿಧಾನ ಬಗ್ಗೆ ಚರ್ಚೆ ನಡೆಸಿದ್ದರಿಂದ ಅಂಬೇಡ್ಕರ್ ಬಗ್ಗೆ ಅಧ್ಯಯನ ಮಾಡಿದಾಗ ಅವರು ಜೀವನದಲ್ಲಿ ಅನುಭವಿಸಿದ ಕಷ್ಟಗಳು,	[675, 2282, 1202, 2317]
sidebar-article-blood-donation	[38, 1653, 387, 2021]
surgery-photo	[675, 149, 929, 350]
paragraph: ಪಶ್ಚಿಮ ಬಂಗಾಳ ವಿಧಾನಸಭಾ ಚುನಾವಣೆಯ ಮೊದಲ ಹಂತದ ಮತದಾನ ನಡೆದಿರುವ 152 ಕ್ಷೇತ್ರಗಳಲ್ಲಿ ಚುರುಕಿನಿಂದ ಮತದಾನ ಸಾಗಿದೆ. ಮೊದಲ ಹಂತದಲ್ಲಿ 16 ಜಿಲ್ಲೆಗಳ 152 ಕ್ಷೇತ್ರಗಳಲ್ಲಿ 1478 ಅಭ್ಯರ್ಥಿಗಳ ಹಣೆಬರಹವನ್ನು ಮತದಾರರು ನಿರ್ಧರಿಸಿದ್ದಾರೆ. ರಾಜಕೀಯ ಹಣೆಬರಹ ವಿದ್ಯುನ್ಮಾನ ಮತಯಂತ್ರದಲ್ಲಿ ಭದ್ರವಾಗಿದೆ. ತಮಿಳುನಾಡಿನಲ್ಲಿ ಬಿರುಸಿನ	[683, 875, 933, 994]
magenta-dot	[54, 2372, 69, 2388]
headline: ಪ.ಬಂಗಾಳದಲ್ಲಿ ಕಚ್ಚಾ ಬಾಂಬ್ ಸ್ಫೋಟ ಹಲವರಿಗೆ ಗಾಯ: ತ. ನಾಡಲ್ಲಿ ಮತದಾನ ಶಾಂತಿಯುತ	[402, 483, 1287, 517]
black-dot	[86, 2372, 101, 2388]
registration-bar	[1415, 2369, 1479, 2371]
paragraph: ವಿಜಯಪುರ ನಗರದ ಮತಕ್ಷೇತ್ರದ ವ್ಯಾಪ್ತಿಯಲ್ಲಿ ನಿರೀಕ್ಷೆ ಮೀರಿ ಅಭಿವೃದ್ಧಿ ಕಾರ್ಯಗಳನ್ನು ಕೈಗೊಂಡಿದ್ದರಿಂದ ಮಾದರಿ ನಗರವಾಗಿದೆ. ಡಾ.ಬಿ.ಆರ್.ಅಂಬೇಡ್ಕರ್ ಮಾರ್ಗ ಸೇರಿ ಅನೇಕ ಮಹಾಪುರುಷರ, ಸ್ವಾತಂತ್ರ್ಯ ಹೋರಾಟಗಾರ ವೃತ್ತ ನಿರ್ಮಾಣ, ಮಾರ್ಗಗಳಿಗೆ ಹೆಸರು ನಾಮಕರಣ, ಪ್ರತಿಮೆಗಳ ಸ್ಥಾಪನೆ ಮಾಡಿರುವೆ ಎಂದು ತಿಳಿಸಿದರು. ಮುಖಂಡರು, ಹಿತೈಷಿಗಳು, ಕಾರ್ಯಕರ್ತರು, ಅಭಿಮಾನಿಗಳು, ಅಧಿಕಾರಿಗಳು ಹಾಗೂ ಸ್ಥಳೀಯ ನಿವಾಸಿಗಳು ಉಪಸ್ಥಿತರಿದ್ದರು.	[1221, 2065, 1479, 2225]
lead-paragraph: ಆಹಾರ ಸುರಕ್ಷತೆ ಮತ್ತು ಗುಣಮಟ್ಟ ಕಾಯ್ದೆ 2006 ರ ಸೆಕ್ಷನ್ 16(3)(h) ಪ್ರಕಾರ, ಪ್ರತಿಯೊಬ್ಬ ಆಹಾರ ಉದ್ದಿಮೆದಾರರು (FBOs) ಸುರಕ್ಷತಾ ತರಬೇತಿ ಮತ್ತು ಪ್ರಮಾಣ ಪತ್ರವನ್ನು (FoS-TaC) ಪಡೆದು ಉದ್ದಿಮೆಯನ್ನು ನಡೆಸುವುದು ಕಡ್ಡಾಯವಾಗಿರುತ್ತದೆ.	[46, 1177, 379, 1232]
paragraph: 4023 ಅಭ್ಯರ್ಥಿಗಳು ಕಣದಲ್ಲಿದ್ದು, ಇವರೆಲ್ಲರ ರಾಜಕೀಯ ಭವಿಷ್ಯಕ್ಕೆ ಮತದಾರರ ಮುದ್ರೆ ಹೊತ್ತಿದ್ದಾರೆ. ತಮಿಳುನಾಡಿನಲ್ಲಿ ಆಡಳಿತರೂಢ ಡಿಎಂಕೆ ಅಧಿಕಾರ ಉಳಿಸಿಕೊಳ್ಳಲು ಪ್ರಯತ್ನ ನಡೆಸಿದ್ದರೆ, ಎಐಎಡಿಎಂಕೆ ಮತ್ತು ಬಿಜೆಪಿ ಮೈತ್ರಿಕೂಟ ಮತ್ತೆ ಅಧಿಕಾರದ ಗದ್ದುಗೆ ಹಿಡಿಯಲು ಹರಸಾಹಸ ನಡೆಸಿದೆ. ಈ 2ರ ಮಧ್ಯೆ ನಟ ವಿಜಯ್ ನೇತೃತ್ವದ ಟಿವಿಕೆ ಪಕ್ಷ ಕೂಡ ಮೊದಲ ಬಾರಿಗೆ ಚುನಾವಣೆಯಲ್ಲಿ ಸ್ಪರ್ಧಿಸಿದ್ದು, ಅಧಿಕಾರದ ಕನಸನ್ನು ನನಸು ಮಾಡಿಕೊಳ್ಳುವ ಪ್ರಯತ್ನ ನಡೆಸಿದೆ. ಚುನಾವಣೆ ಮತ ಎಣಿಕೆ ಮೇ 4 ರಂದು ನಡೆಯಲಿದ್ದು, ಅಂದು ಮತದಾನ ತೀರ್ಪು ಬಹಿರಂಗಗೊಳ್ಳಲಿದೆ.	[1221, 528, 1479, 708]
paragraph: ಸದ್ಯ ನಡೆಯುತ್ತಿರುವ ಚರ್ಚೆ. ಐದು ರಾಜ್ಯಗಳ ಪೈಕಿ ಕೇರಳದಲ್ಲಿ ಕಾಂಗ್ರೆಸ್ ಗೆದ್ದರೆ ಹೈಕಮಾಂಡ್ ಜೊತೆಗೆ ಉಪ ಚುನಾವಣೆಯ ಫಲಿತಾಂಶದ ಬೆನ್ನಲ್ಲೇ ಅಧಿಕಾರಕ್ಕಾಗಿ ಡಿಕೆ ಶಿವಕುಮಾರ್ ಪಟ್ಟು ಬಿಗಿಗೊಳಿಸುವ ಸಾಧ್ಯತೆ ದಟ್ಟವಾಗಿದೆ. ಈ ಎಲ್ಲಾ ಬೆಳವಣಿಗೆಗಳ ನಡುವೆ ಸಿಎಂ ಸಿದ್ದರಾಮಯ್ಯ ಮೌನವಾಗಿದ್ದಾರೆ. ಅದರೆ ಸಿದ್ದರಾಮಯ್ಯ ಮೌನದ ಹಿಂದೆ ನೂರೆಂಟು ಲೆಕ್ಕಗಳಿವೆ ಎಂಬ ಚರ್ಚೆಗಳು ನಡೆಯುತ್ತಿವೆ. ಮುಸ್ಲಿಂ ಭಿನ್ನಮತವೂ ಸ್ಫೋಟ : ಈ ಎರಡು ಬೆಳವಣಿಗೆಗಳ ಜೊತೆಗೆ ಕಾಂಗ್ರೆಸ್ ಪಕ್ಷದ ಮುಸ್ಲಿಂ ನಾಯಕರ ನಡುವಿನ ಭಿನ್ನಮತವೂ ಸ್ಫೋಟಗೊಳ್ಳುವ ಸಾಧ್ಯತೆಯೂ ಇದೆ. ದಾವಣಗೆರೆ ದಕ್ಷಿಣ ಉಪ ಚುನಾವಣೆಗೆ	[944, 1539, 1202, 1719]
magenta-dot	[1431, 2372, 1446, 2388]
byline: ಪ್ರಜಾ ನಾಯಕ ದಾವಣಗೆರೆ	[46, 2093, 153, 2108]
lead-paragraph: ಜಿಲ್ಲಾಡಳಿತ, ಜಿಲ್ಲಾ ಪಂಚಾಯಿತಿ, ಜಿಲ್ಲಾ ಕಾನೂನು ಸೇವೆಗಳ ಪ್ರಾಧಿಕಾರ ಮತ್ತು ಮಹಿಳಾ ಮತ್ತು ಮಕ್ಕಳ ಅಭಿವೃದ್ಧಿ ಇಲಾಖೆಯ ಸಂಯುಕ್ತಾಶ್ರಯದಲ್ಲಿ ಏಪ್ರಿಲ್ 24 ರಂದು ಬೆಳಿಗ್ಗೆ 9.00 ಗಂಟೆಗೆ ಹೊನ್ನುರು ಗೊಲ್ಲರಹಟ್ಟಿ ಗ್ರಾಮದಲ್ಲಿ ಕಾನೂನು ಅರಿವು ನೆರವು ಕಾರ್ಯಕ್ರಮವನ್ನು ಹಮ್ಮಿಕೊಳ್ಳಲಾಗಿದೆ.	[46, 582, 379, 659]
paragraph: ಗಣ್ಯರ ಮತದಾನ : ತಮಿಳುನಾಡು ಮುಖ್ಯಮಂತ್ರಿ ಮತ್ತು ಡಿಎಂಕೆ ಮುಖ್ಯಸ್ಥ ಎಂ.ಕೆ. ಸ್ಟಾಲಿನ್ ಅವರ ಮಗ ಮತ್ತು ಉಪಮುಖ್ಯಮಂತ್ರಿ ಉದಯನಿಧಿ ಸ್ಟಾಲಿನ್ ಹಾಗೂ ಅವರ ಕುಟುಂಬ ಸದಸ್ಯರು ಇಂದು ಬೆಳಿಗ್ಗೆಯೇ ಚೆನ್ನೈ ಮತಗಟ್ಟೆಯಲ್ಲಿ ಮತ ಚಲಾಯಿಸಿದರು. ಸ್ಟಾಲಿನ್ ಅವರು ಕೊಳತ್ತೂರು ಕ್ಷೇತ್ರದಿಂದ ಅವರ ಮಗ ಉದಯ ನಿಧಿ ಸ್ಟಾಲಿನ್ ಚೆಪಾಕ್ ಕ್ಷೇತ್ರದಿಂದ ಸ್ಪರ್ಧಿಸಿದ್ದಾರೆ.	[1221, 715, 1479, 834]
body-paragraph: ಆಹಾರ ತಯಾರಕರು, ಮಾರಾಟಗಾರರು, ಬೇಕರಿಯವರು, ಹೋಟೆಲ್‌ಗಳು ಹಾಗೂ ಆಹಾರ ಸಂಸ್ಕರಣಾ ಉದ್ದಿಮೆದಾರರು ಕಡ್ಡಾಯವಾಗಿ ತರಬೇತಿ ಪಡೆಯಬೇಕು. ಆಹಾರ ವಹಿವಾಟು ನಡೆಸುವ ಜಾಗದಲ್ಲಿ ಕನಿಷ್ಠ ಪ್ರತಿ 25 ಜನರಿಗೆ ಒಬ್ಬರಂತೆ ಫೋಸ್ಟಾಕ್ (ಕಾಟಲಿಸಿಸ್) ತರಬೇತಿಯನ್ನು ಪಡೆದು ಪ್ರಮಾಣ ಪತ್ರ ಹೊಂದಿರುವುದು ಕಡ್ಡಾಯವಾಗಿರುತ್ತದೆ. ಕೇಂದ್ರ ಕೃಷಿ ಮತ್ತು ರೈತರ ಕಲ್ಯಾಣ ಇಲಾಖೆಯ ನ್ಯಾಷನಲ್ ಮ್ಯಾನೇಜ್‌ಮೆಂಟ್ ಟ್ರೈನಿಂಗ್ ಇನ್ಸ್ಟಿಟ್ಯೂಟ್ (National Management Training Institute) ಸಂಸ್ಥೆಯ ಮೂಲಕ ತರಬೇತಿ ನೀಡಲಾಗುವುದು. ದಾವಣಗೆರೆ ಜಿಲ್ಲೆಯ ಎಲ್ಲಾ ತಾಲ್ಲೂಕು ಪಂಚಾಯಿತಿಗಳು, ಪುರಸಭೆಗಳು ಹಾಗೂ ಒಟ್ಟು 196 ಗ್ರಾಮ ಪಂಚಾಯಿತಿಗಳ ವ್ಯಾಪ್ತಿಯ ಉದ್ದಿಮೆದಾರರಿಗೆ ಈ ತರಬೇತಿ ಕಡ್ಡಾಯವಾಗಿದ್ದು, ಹೆಚ್ಚಿನ ಮಾಹಿತಿಗಾಗಿ ಸಂಪರ್ಕಿಸಿ ಎಸ್. ಎಂ 9035266120 ಅಥವಾ ಎಂ 9187663727 ಸಂಖ್ಯೆಗಳಿಗೆ ಸಂಪರ್ಕಿಸಬಹುದಾಗಿದೆ ಎಂದು ಆಹಾರ ಸುರಕ್ಷತೆ ಮತ್ತು ಗುಣಮಟ್ಟ ಕಾಯಿದೆಯ ಜಿಲ್ಲಾ ಅಂಕಿತಾಧಿಕಾರಿಗಳು ತಿಳಿಸಿದ್ದಾರೆ.	[46, 1239, 379, 1483]
article-column	[675, 2279, 1202, 2355]
